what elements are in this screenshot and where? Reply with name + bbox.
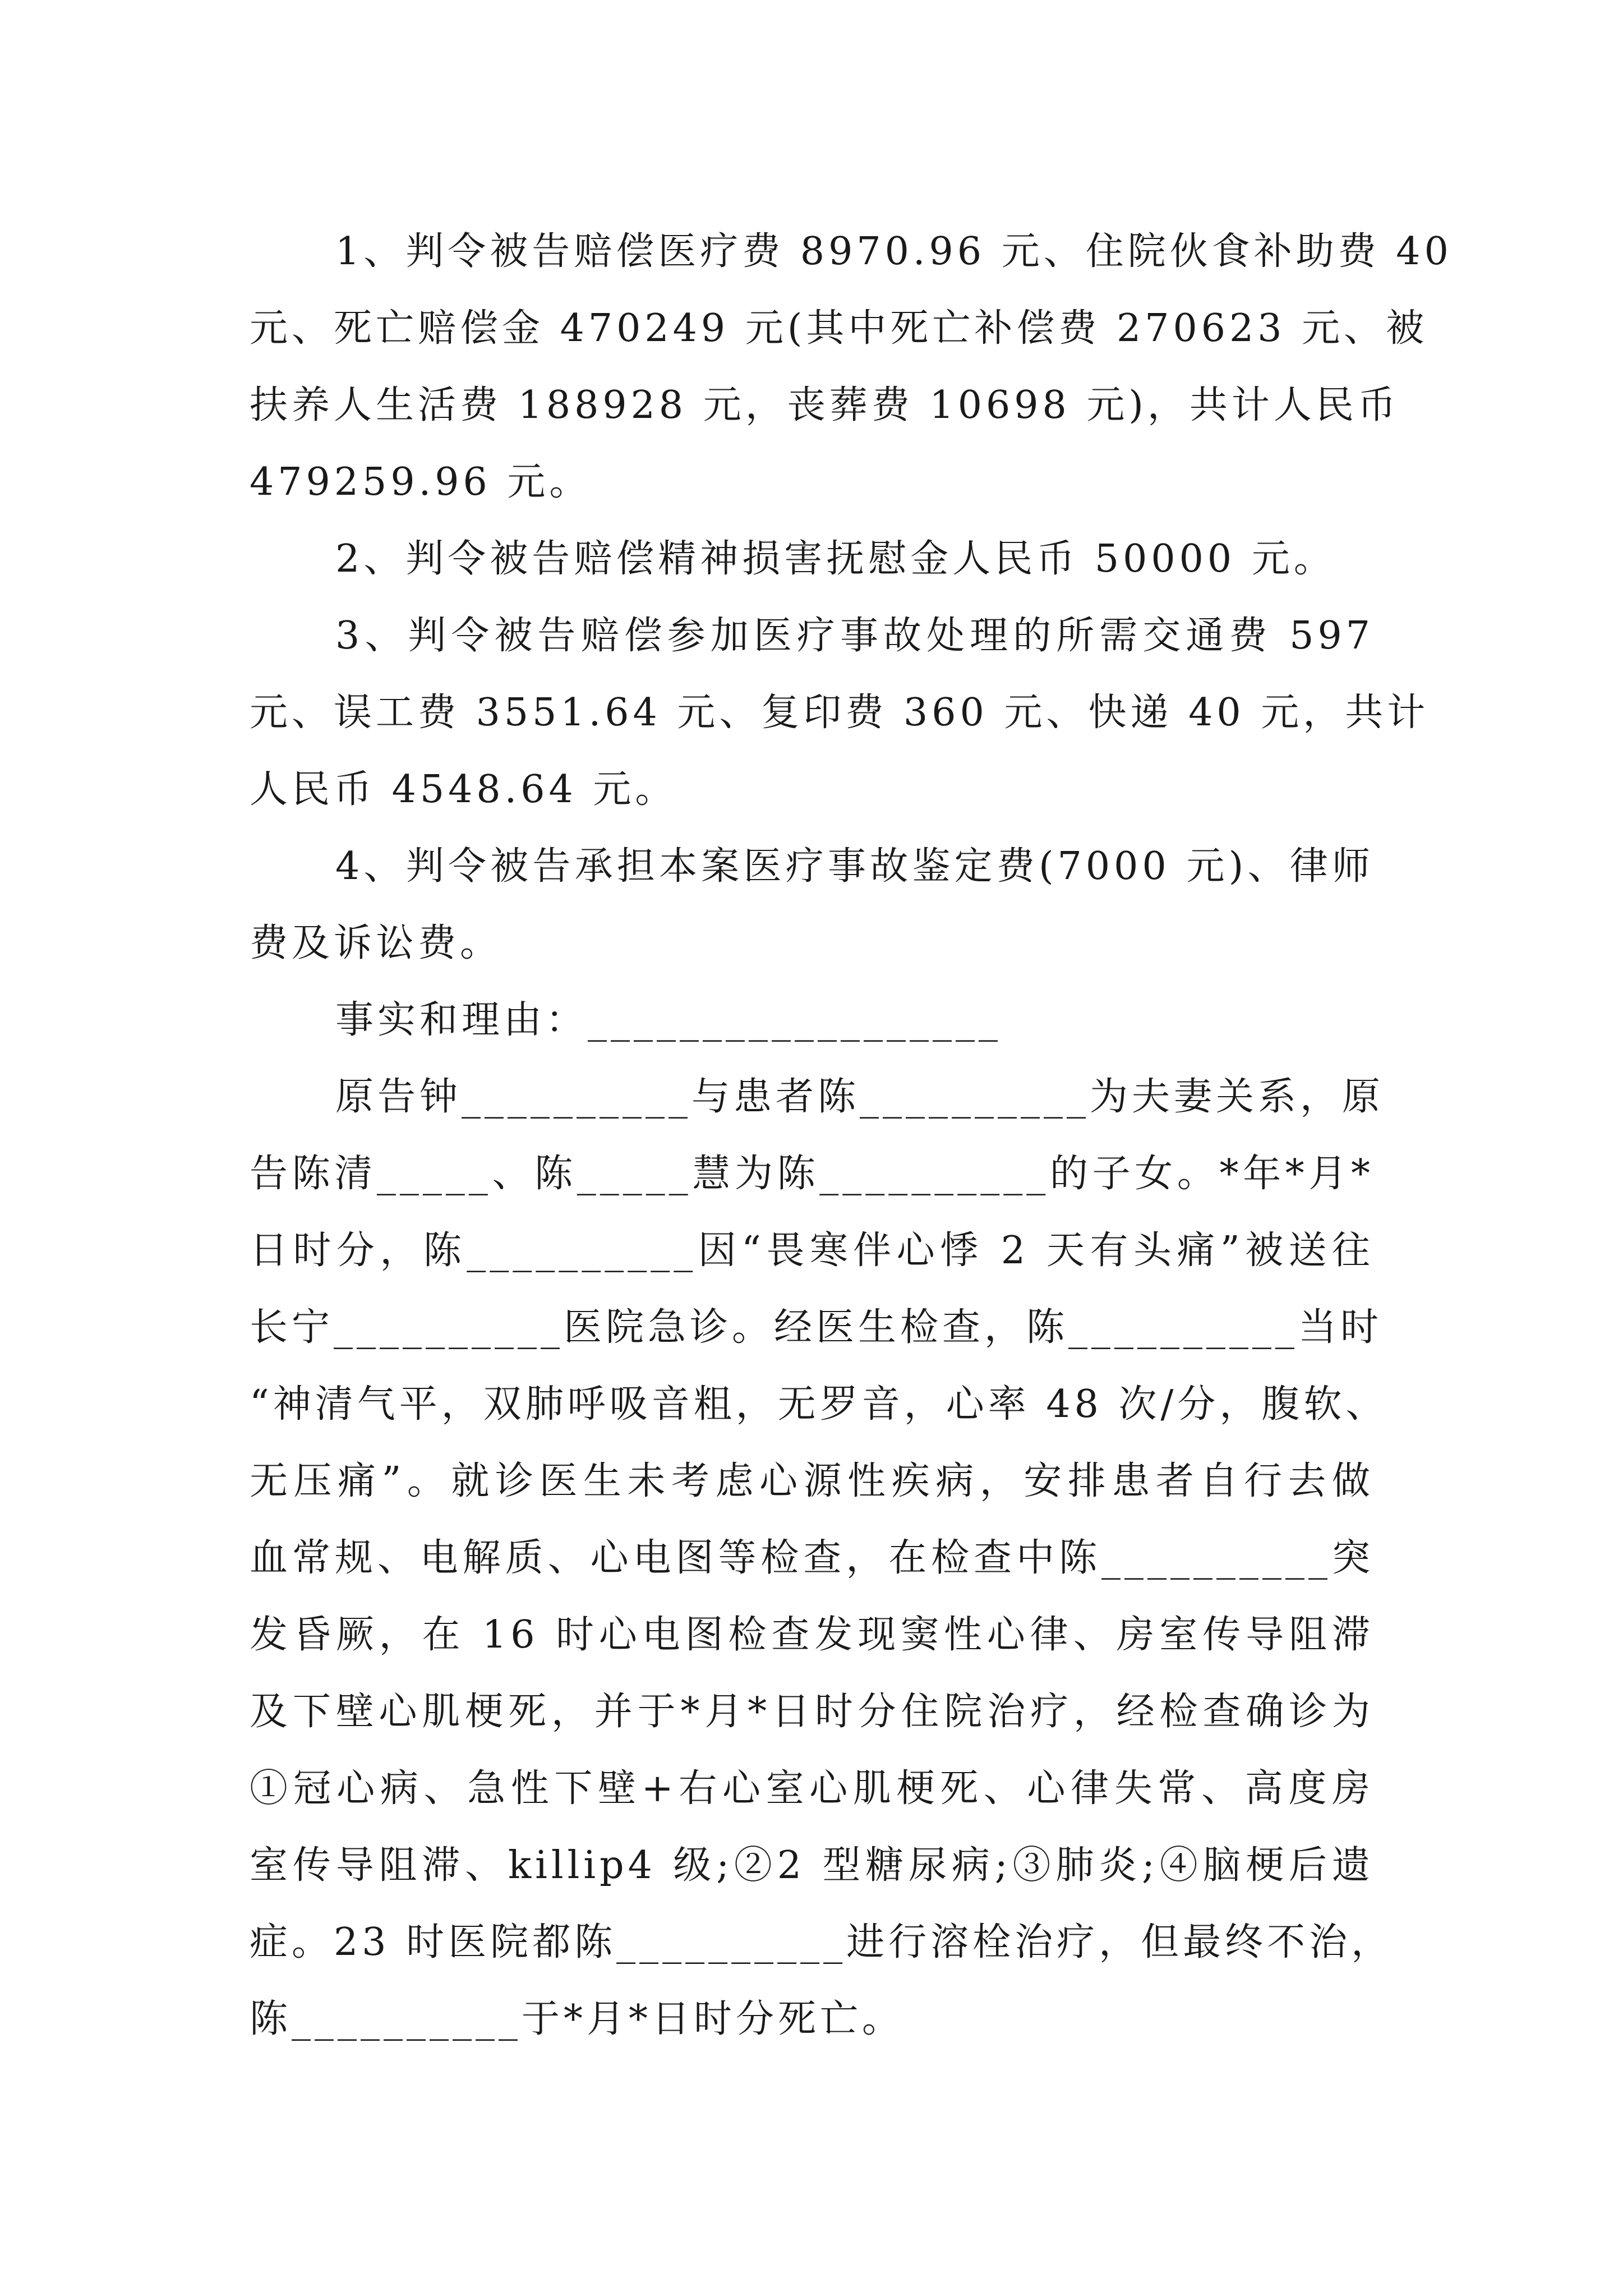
- paragraph-3-line-3: 人民币 4548.64 元。: [250, 767, 677, 812]
- paragraph-3-line-2: 元、误工费 3551.64 元、复印费 360 元、快递 40 元，共计: [250, 691, 1430, 735]
- paragraph-1-line-1: 1、判令被告赔偿医疗费 8970.96 元、住院伙食补助费 40: [335, 229, 1453, 274]
- facts-line-8: 发昏厥，在 16 时心电图检查发现窦性心律、房室传导阻滞: [250, 1613, 1374, 1657]
- facts-line-5: “神清气平，双肺呼吸音粗，无罗音，心率 48 次/分，腹软、: [250, 1382, 1388, 1427]
- paragraph-3-line-1: 3、判令被告赔偿参加医疗事故处理的所需交通费 597: [335, 614, 1374, 658]
- paragraph-4-line-1: 4、判令被告承担本案医疗事故鉴定费(7000 元)、律师: [335, 844, 1374, 889]
- facts-line-10: ①冠心病、急性下壁+右心室心肌梗死、心律失常、高度房: [250, 1766, 1374, 1811]
- paragraph-2-line-1: 2、判令被告赔偿精神损害抚慰金人民币 50000 元。: [335, 537, 1336, 581]
- paragraph-1-line-3: 扶养人生活费 188928 元，丧葬费 10698 元)，共计人民币: [250, 383, 1400, 427]
- facts-line-4: 长宁__________医院急诊。经医生检查，陈__________当时: [250, 1305, 1383, 1350]
- facts-line-1: 原告钟__________与患者陈__________为夫妻关系，原: [335, 1075, 1385, 1119]
- facts-line-13: 陈__________于*月*日时分死亡。: [250, 1997, 905, 2041]
- facts-line-7: 血常规、电解质、心电图等检查，在检查中陈__________突: [250, 1536, 1374, 1580]
- facts-line-12: 症。23 时医院都陈__________进行溶栓治疗，但最终不治，: [250, 1920, 1394, 1964]
- facts-line-9: 及下壁心肌梗死，并于*月*日时分住院治疗，经检查确诊为: [250, 1690, 1374, 1734]
- paragraph-1-line-4: 479259.96 元。: [250, 460, 592, 504]
- paragraph-4-line-2: 费及诉讼费。: [250, 921, 502, 965]
- document-body: [250, 213, 1453, 2058]
- facts-line-11: 室传导阻滞、killip4 级;②2 型糖尿病;③肺炎;④脑梗后遗: [250, 1843, 1374, 1888]
- paragraph-1-line-2: 元、死亡赔偿金 470249 元(其中死亡补偿费 270623 元、被: [250, 306, 1428, 351]
- facts-line-2: 告陈清_____、陈_____慧为陈__________的子女。*年*月*: [250, 1152, 1374, 1196]
- facts-heading: 事实和理由：__________________: [335, 998, 1002, 1042]
- facts-line-3: 日时分，陈__________因“畏寒伴心悸 2 天有头痛”被送往: [250, 1228, 1374, 1273]
- facts-line-6: 无压痛”。就诊医生未考虑心源性疾病，安排患者自行去做: [250, 1459, 1374, 1503]
